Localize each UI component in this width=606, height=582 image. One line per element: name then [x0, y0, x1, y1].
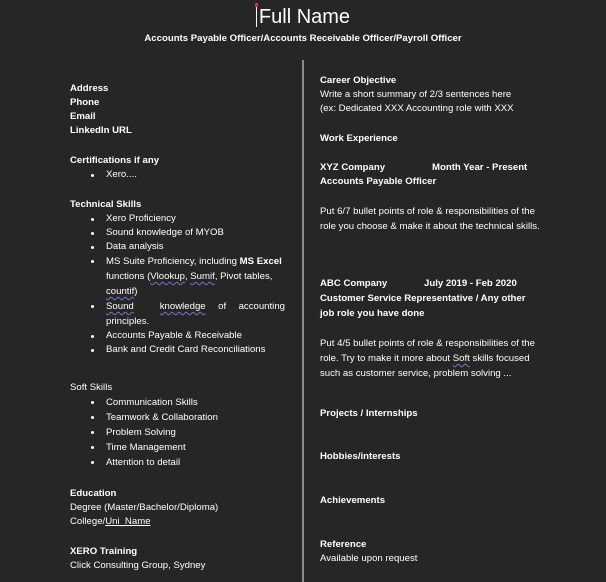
technical-skills-section: [70, 198, 285, 357]
reference-detail: Available upon request: [320, 553, 418, 564]
contact-block: [70, 82, 285, 138]
career-objective-line: (ex: Dedicated XXX Accounting role with XXX: [320, 103, 514, 114]
certifications-section: [70, 154, 285, 182]
list-item: Attention to detail: [106, 455, 285, 470]
career-objective-line: Write a short summary of 2/3 sentences here: [320, 89, 512, 100]
career-objective-section: [320, 74, 542, 116]
list-item: Data analysis: [106, 240, 285, 254]
education-college: College/Uni_Name: [70, 516, 151, 527]
contact-phone: Phone: [70, 97, 100, 108]
reference-heading: Reference: [320, 539, 367, 550]
soft-skills-list: [70, 395, 285, 470]
training-heading: XERO Training: [70, 546, 138, 557]
job-company: ABC Company: [320, 278, 388, 289]
list-item: Sound knowledge of MYOB: [106, 226, 285, 240]
reference-section: [320, 538, 542, 566]
contact-linkedin: LinkedIn URL: [70, 125, 132, 136]
achievements-heading: Achievements: [320, 495, 386, 506]
job-xyz: [320, 161, 542, 234]
projects-heading: Projects / Internships: [320, 408, 418, 419]
job-role: Customer Service Representative / Any other job role you have done: [320, 293, 526, 319]
education-degree: Degree (Master/Bachelor/Diploma): [70, 502, 219, 513]
list-item: Bank and Credit Card Reconciliations: [106, 343, 285, 357]
work-experience-heading: Work Experience: [320, 133, 398, 144]
soft-skills-section: [70, 381, 285, 470]
technical-skills-list: [70, 212, 285, 357]
list-item-sound-knowledge: Sound knowledge of accounting principles.: [106, 301, 285, 327]
career-objective-heading: Career Objective: [320, 75, 397, 86]
list-item: Problem Solving: [106, 425, 285, 440]
text-cursor: [256, 5, 257, 27]
list-item: Time Management: [106, 440, 285, 455]
list-item: Xero Proficiency: [106, 212, 285, 226]
contact-address: Address: [70, 83, 109, 94]
job-company: XYZ Company: [320, 162, 386, 173]
education-heading: Education: [70, 488, 117, 499]
training-detail: Click Consulting Group, Sydney: [70, 560, 206, 571]
education-section: [70, 487, 285, 529]
resume-name[interactable]: Full Name: [0, 4, 606, 30]
job-dates: Month Year - Present: [432, 162, 528, 173]
list-item: Teamwork & Collaboration: [106, 410, 285, 425]
job-description: Put 4/5 bullet points of role & responsibilities of the role. Try to make it more about Soft skills focused such as customer service, problem solving ...: [320, 338, 535, 379]
job-abc-header: [320, 277, 542, 291]
training-section: [70, 545, 285, 573]
soft-skills-heading: Soft Skills: [70, 382, 113, 393]
list-item-ms-suite: MS Suite Proficiency, including MS Excel functions (Vlookup, Sumif, Pivot tables, countif): [106, 254, 285, 299]
technical-skills-heading: Technical Skills: [70, 199, 142, 210]
job-description: Put 6/7 bullet points of role & responsibilities of the role you choose & make it about the technical skills.: [320, 206, 540, 232]
list-item: Xero....: [106, 168, 285, 182]
job-role: Accounts Payable Officer: [320, 176, 437, 187]
job-abc: [320, 277, 542, 381]
hobbies-heading: Hobbies/interests: [320, 451, 401, 462]
contact-email: Email: [70, 111, 96, 122]
job-xyz-header: [320, 161, 542, 175]
list-item: Communication Skills: [106, 395, 285, 410]
list-item: Accounts Payable & Receivable: [106, 329, 285, 343]
resume-subtitle: Accounts Payable Officer/Accounts Receivable Officer/Payroll Officer: [144, 33, 462, 44]
certifications-heading: Certifications if any: [70, 155, 160, 166]
column-divider: [302, 60, 304, 582]
job-dates: July 2019 - Feb 2020: [424, 278, 517, 289]
certifications-list: [70, 168, 285, 182]
